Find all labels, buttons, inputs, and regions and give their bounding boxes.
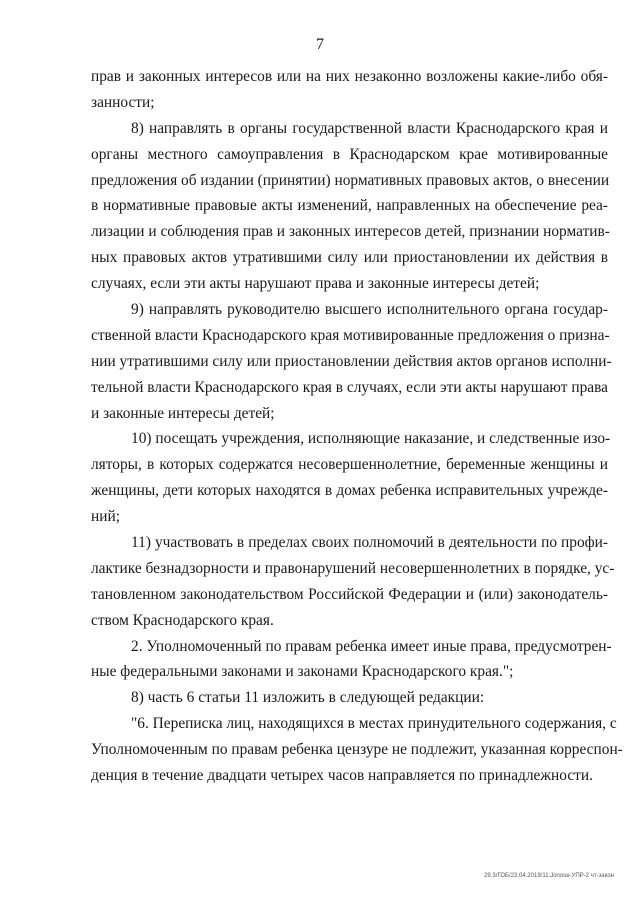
text-line: ляторы, в которых содержатся несовершеннолетние, беременные женщины и [91,456,608,474]
text-line: лизации и соблюдения прав и законных интересов детей, признании норматив- [91,223,610,241]
paragraph [91,64,608,116]
text-line: лактике безнадзорности и правонарушений несовершеннолетних в порядке, ус- [91,559,615,577]
text-line: 9) направлять руководителю высшего исполнительного органа государ- [131,301,608,319]
text-line: органы местного самоуправления в Краснодарском крае мотивированные [91,145,608,163]
text-line: и законные интересы детей; [91,404,275,422]
text-line: 8) направлять в органы государственной власти Краснодарского края и [131,119,608,137]
text-line: "6. Переписка лиц, находящихся в местах принудительного содержания, с [131,715,617,733]
paragraph [91,685,608,711]
text-line: ных правовых актов утратившими силу или приостановлении их действия в [91,249,608,267]
text-line: 11) участвовать в пределах своих полномочий в деятельности по профи- [131,534,608,552]
text-line: 2. Уполномоченный по правам ребенка имеет иные права, предусмотрен- [131,637,612,655]
document-body [91,64,623,789]
text-line: прав и законных интересов или на них незаконно возложены какие-либо обя- [91,68,608,85]
page-number: 7 [316,36,324,53]
paragraph [91,634,612,686]
text-line: тановленном законодательством Российской Федерации и (или) законодатель- [91,585,608,603]
text-line: ством Краснодарского края. [91,611,274,629]
paragraph [91,297,612,426]
footer-stamp: 29.3/ГОБ/23.04.2019/11:Jonose-УПР-2 чт-закон [484,873,614,879]
text-line: тельной власти Краснодарского края в случаях, если эти акты нарушают права [91,378,608,396]
text-line: ственной власти Краснодарского края мотивированные предложения о призна- [91,326,610,344]
text-line: 10) посещать учреждения, исполняющие наказание, и следственные изо- [131,430,611,448]
text-line: 8) часть 6 статьи 11 изложить в следующей редакции: [131,689,485,707]
paragraph [91,711,623,789]
text-line: ний; [91,508,120,526]
text-line: нии утратившими силу или приостановлении действия актов органов исполни- [91,352,612,370]
paragraph [91,426,611,530]
text-line: случаях, если эти акты нарушают права и законные интересы детей; [91,275,540,293]
text-line: женщины, дети которых находятся в домах ребенка исправительных учрежде- [91,482,608,500]
paragraph [91,530,615,634]
text-line: занности; [91,93,155,111]
text-line: ные федеральными законами и законами Краснодарского края."; [91,663,514,681]
text-line: предложения об издании (принятии) нормативных правовых актов, о внесении [91,171,610,189]
text-line: денция в течение двадцати четырех часов направляется по принадлежности. [91,767,593,785]
paragraph [91,116,608,297]
text-line: в нормативные правовые акты изменений, направленных на обеспечение реа- [91,197,608,215]
text-line: Уполномоченным по правам ребенка цензуре не подлежит, указанная корреспон- [91,741,623,759]
